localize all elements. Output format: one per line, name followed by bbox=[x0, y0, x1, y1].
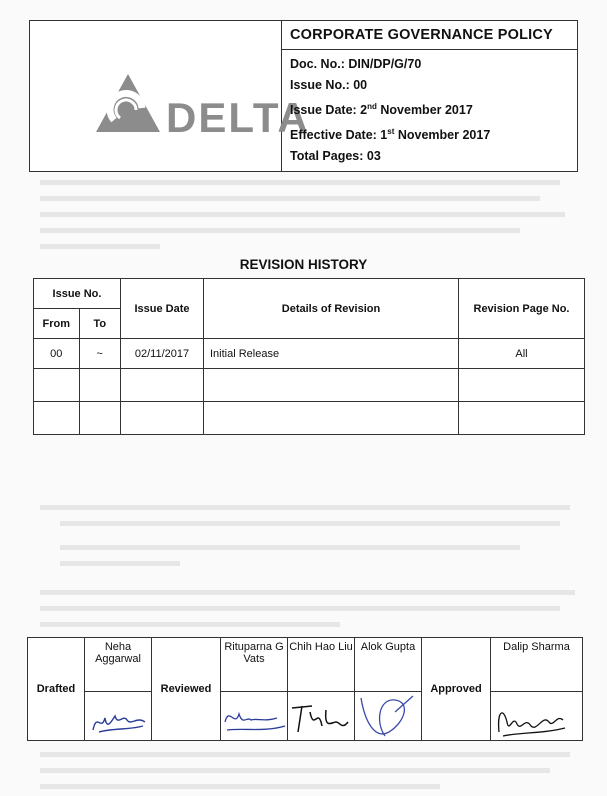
table-row bbox=[34, 339, 585, 369]
signature-icon bbox=[355, 692, 421, 740]
signature-icon bbox=[85, 692, 151, 740]
reviewer-name: Alok Gupta bbox=[355, 638, 422, 692]
approver-signature bbox=[491, 692, 583, 741]
reviewed-label: Reviewed bbox=[152, 638, 221, 741]
row-to: ~ bbox=[79, 339, 120, 369]
table-row-empty bbox=[34, 402, 585, 435]
to-header: To bbox=[79, 309, 120, 339]
delta-logo bbox=[30, 22, 310, 166]
revision-history-table bbox=[33, 278, 585, 435]
doc-number: Doc. No.: DIN/DP/G/70 bbox=[290, 57, 422, 71]
reviewer-name: Chih Hao Liu bbox=[288, 638, 355, 692]
issue-date-header: Issue Date bbox=[121, 279, 204, 339]
row-page: All bbox=[459, 339, 585, 369]
from-header: From bbox=[34, 309, 80, 339]
row-from: 00 bbox=[34, 339, 80, 369]
approver-name: Dalip Sharma bbox=[491, 638, 583, 692]
reviewer-signature bbox=[288, 692, 355, 741]
signature-icon bbox=[288, 692, 354, 740]
issue-no-header: Issue No. bbox=[34, 279, 121, 309]
issue-number: Issue No.: 00 bbox=[290, 78, 368, 92]
drafted-by-name: Neha Aggarwal bbox=[85, 638, 152, 692]
drafted-label: Drafted bbox=[28, 638, 85, 741]
document-header bbox=[29, 20, 578, 172]
details-header: Details of Revision bbox=[204, 279, 459, 339]
drafted-signature bbox=[85, 692, 152, 741]
revision-page-header: Revision Page No. bbox=[459, 279, 585, 339]
delta-triangle-icon bbox=[96, 74, 160, 132]
approved-label: Approved bbox=[422, 638, 491, 741]
reviewer-name: Rituparna G Vats bbox=[221, 638, 288, 692]
logo-wordmark: DELTA bbox=[166, 93, 310, 141]
total-pages: Total Pages: 03 bbox=[290, 149, 381, 164]
signature-icon bbox=[491, 692, 569, 740]
document-info-cell bbox=[282, 21, 578, 172]
effective-date: Effective Date: 1st November 2017 bbox=[290, 127, 491, 143]
reviewer-signature bbox=[221, 692, 288, 741]
signature-icon bbox=[221, 692, 287, 740]
row-date: 02/11/2017 bbox=[121, 339, 204, 369]
policy-title: CORPORATE GOVERNANCE POLICY bbox=[282, 27, 577, 50]
logo-cell bbox=[30, 21, 310, 172]
signoff-table bbox=[27, 637, 583, 741]
revision-history-title: REVISION HISTORY bbox=[239, 257, 368, 272]
table-row-empty bbox=[34, 369, 585, 402]
row-details: Initial Release bbox=[204, 339, 459, 369]
issue-date: Issue Date: 2nd November 2017 bbox=[290, 102, 473, 118]
reviewer-signature bbox=[355, 692, 422, 741]
